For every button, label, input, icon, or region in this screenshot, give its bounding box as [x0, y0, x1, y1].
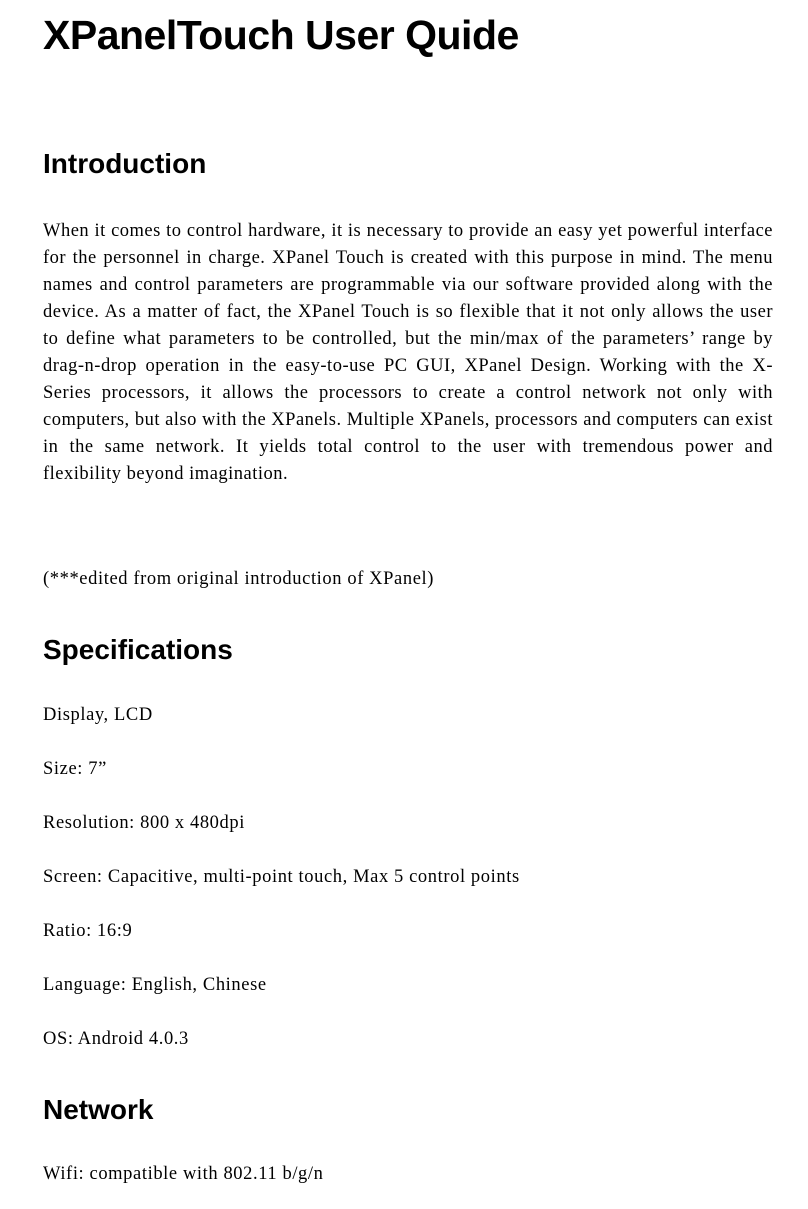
spec-item-screen: Screen: Capacitive, multi-point touch, Max 5 control points — [43, 867, 520, 887]
spec-item-ratio: Ratio: 16:9 — [43, 921, 133, 941]
spec-item-display: Display, LCD — [43, 705, 153, 725]
specifications-heading: Specifications — [43, 634, 233, 665]
spec-item-size: Size: 7” — [43, 759, 107, 779]
spec-item-resolution: Resolution: 800 x 480dpi — [43, 813, 245, 833]
introduction-note: (***edited from original introduction of XPanel) — [43, 569, 435, 589]
spec-item-language: Language: English, Chinese — [43, 975, 267, 995]
introduction-paragraph: When it comes to control hardware, it is necessary to provide an easy yet powerful interface for the personnel in charge. XPanel Touch is created with this purpose in mind. The menu names and control parameters are programmable via our software provided along with the device. As a matter of fact, the XPanel Touch is so flexible that it not only allows the user to define what parameters to be controlled, but the min/max of the parameters’ range by drag-n-drop operation in the easy-to-use PC GUI, XPanel Design. Working with the X-Series processors, it allows the processors to create a control network not only with computers, but also with the XPanels. Multiple XPanels, processors and computers can exist in the same network. It yields total control to the user with tremendous power and flexibility beyond imagination. — [43, 221, 773, 484]
spec-item-os: OS: Android 4.0.3 — [43, 1029, 189, 1049]
network-heading: Network — [43, 1094, 154, 1125]
document-title: XPanelTouch User Quide — [43, 12, 519, 58]
introduction-heading: Introduction — [43, 148, 207, 179]
network-item-wifi: Wifi: compatible with 802.11 b/g/n — [43, 1164, 324, 1184]
